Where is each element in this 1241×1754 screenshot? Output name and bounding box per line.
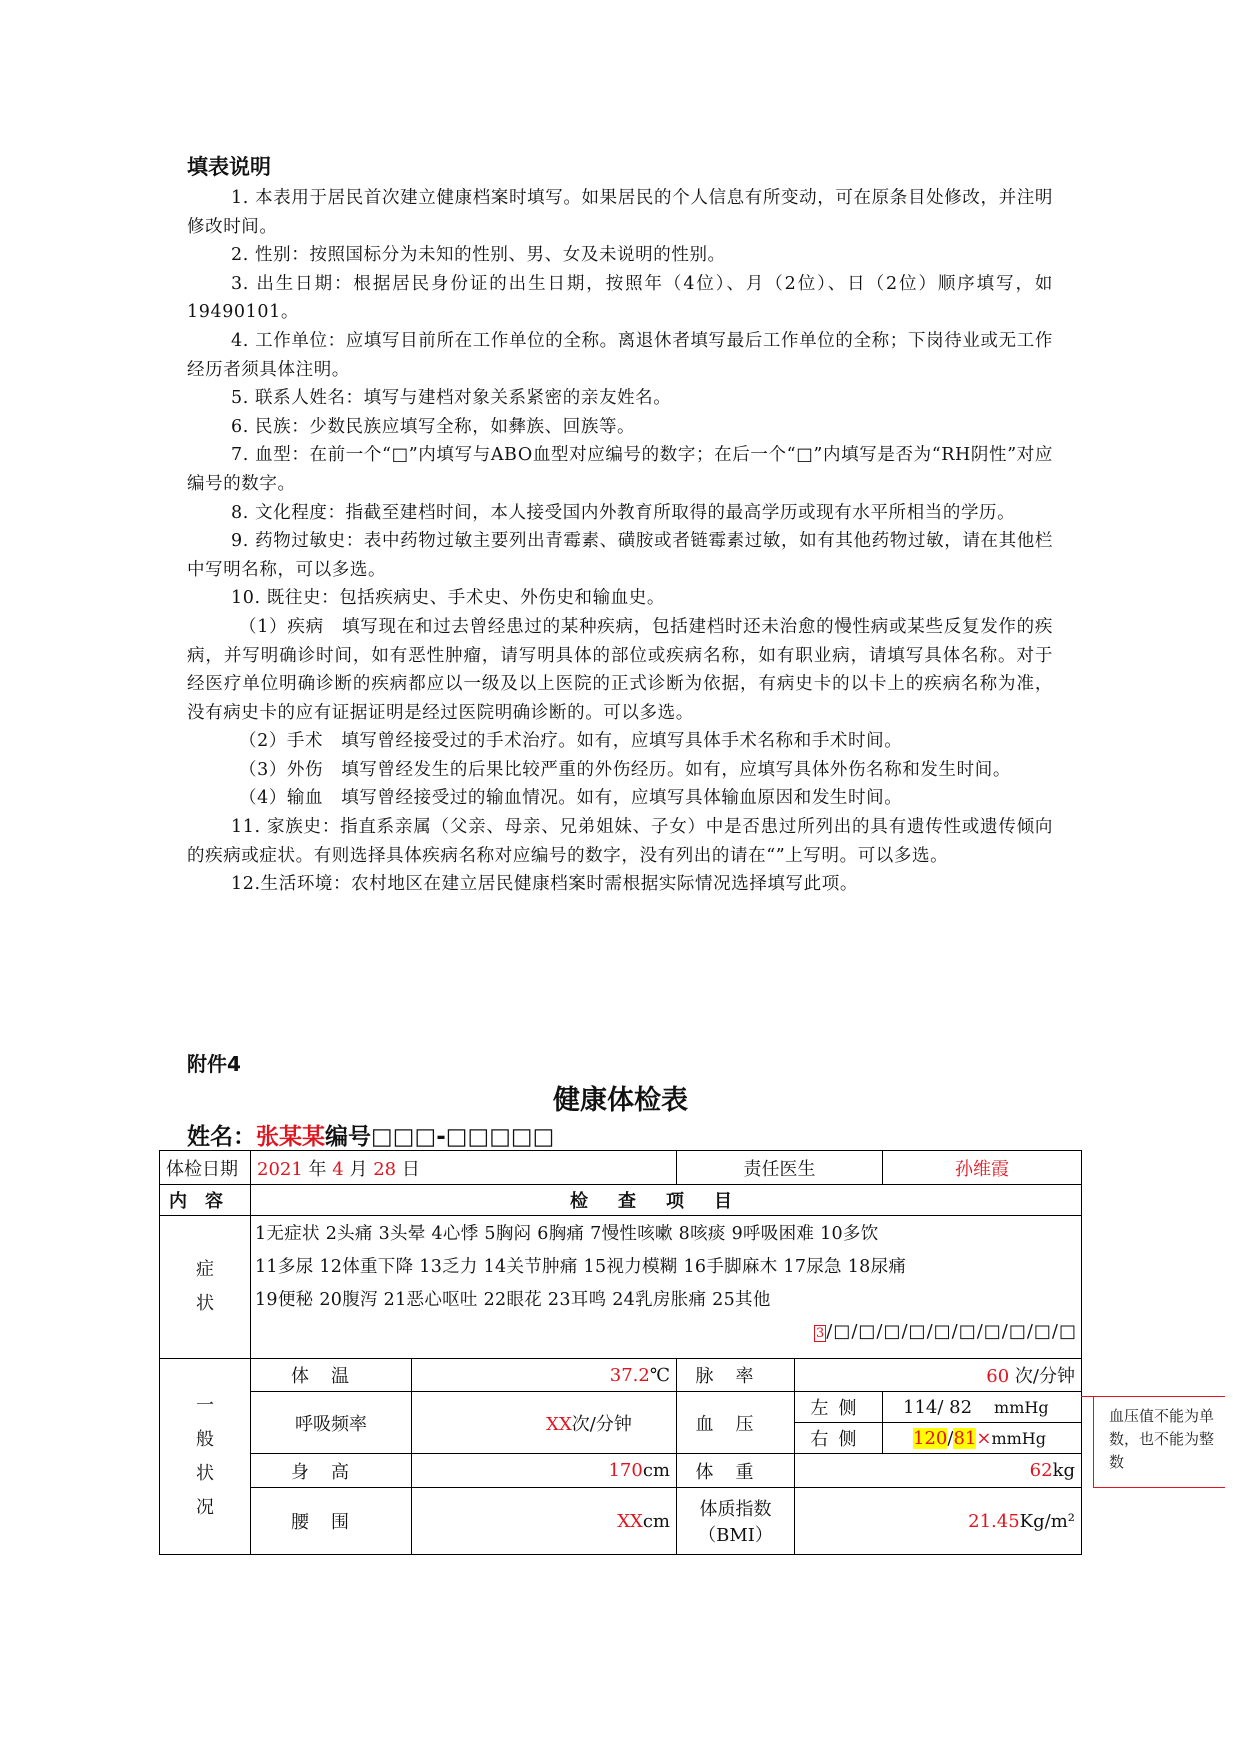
- symptoms-cell: [251, 1216, 1082, 1359]
- exam-month: 4: [332, 1158, 344, 1180]
- instruction-item: 7. 血型：在前一个“□”内填写与ABO血型对应编号的数字；在后一个“□”内填写是否为“RH阴性”对应编号的数字。: [187, 445, 1053, 494]
- table-row: [160, 1151, 1082, 1185]
- review-comment[interactable]: 血压值不能为单数，也不能为整数: [1093, 1396, 1225, 1488]
- resp-unit: 次/分钟: [571, 1413, 632, 1435]
- month-label: 月: [349, 1158, 368, 1180]
- pulse-label: 脉率: [677, 1359, 795, 1392]
- instruction-item: 6. 民族：少数民族应填写全称，如彝族、回族等。: [231, 416, 636, 437]
- instruction-item: 3. 出生日期：根据居民身份证的出生日期，按照年（4位）、月（2位）、日（2位）顺序填写，如19490101。: [187, 273, 1053, 323]
- instruction-subitem: （2）手术 填写曾经接受过的手术治疗。如有，应填写具体手术名称和手术时间。: [239, 731, 903, 752]
- annex-label: 附件4: [187, 1052, 241, 1076]
- weight-value-cell: [795, 1454, 1082, 1488]
- resp-value: XX: [546, 1413, 572, 1435]
- day-label: 日: [401, 1158, 420, 1180]
- instruction-subitem: （4）输血 填写曾经接受过的输血情况。如有，应填写具体输血原因和发生时间。: [239, 788, 903, 809]
- bp-separator: /: [947, 1427, 954, 1449]
- instruction-item: 1. 本表用于居民首次建立健康档案时填写。如果居民的个人信息有所变动，可在原条目处修改，并注明修改时间。: [187, 188, 1053, 237]
- instruction-item: 9. 药物过敏史：表中药物过敏主要列出青霉素、磺胺或者链霉素过敏，如有其他药物过敏，请在其他栏中写明名称，可以多选。: [187, 531, 1053, 580]
- content-header: 内容: [160, 1185, 251, 1216]
- doctor-label: 责任医生: [677, 1151, 883, 1185]
- error-mark-icon: ×: [976, 1427, 992, 1449]
- bp-left-label: 左侧: [795, 1392, 883, 1423]
- bmi-value-cell: [795, 1488, 1082, 1555]
- temp-label: 体温: [251, 1359, 412, 1392]
- bp-left-value: 114/ 82: [903, 1396, 973, 1418]
- name-label: 姓名：: [187, 1124, 256, 1150]
- symptom-options-line: 11多尿 12体重下降 13乏力 14关节肿痛 15视力模糊 16手脚麻木 17尿急 18尿痛: [255, 1257, 907, 1277]
- comment-connector: [1081, 1396, 1093, 1397]
- height-value-cell: [412, 1454, 677, 1488]
- table-row: [160, 1392, 1082, 1423]
- waist-value: XX: [617, 1510, 643, 1532]
- pulse-unit: 次/分钟: [1014, 1366, 1075, 1387]
- temp-value: 37.2: [609, 1364, 650, 1386]
- bmi-sub-label: （BMI）: [698, 1525, 773, 1546]
- waist-label: 腰围: [251, 1488, 412, 1555]
- symptom-options-line: 19便秘 20腹泻 21恶心呕吐 22眼花 23耳鸣 24乳房胀痛 25其他: [255, 1290, 771, 1310]
- bmi-label-cell: [677, 1488, 795, 1555]
- name-line: [187, 1118, 554, 1151]
- doctor-value: 孙维霞: [883, 1151, 1082, 1185]
- form-title: 健康体检表: [553, 1085, 688, 1116]
- height-unit: cm: [642, 1460, 670, 1481]
- bp-right-diastolic: 81: [953, 1427, 977, 1449]
- height-label: 身高: [251, 1454, 412, 1488]
- bp-label: 血压: [677, 1392, 795, 1454]
- general-status-label: 一 般 状 况: [160, 1359, 251, 1555]
- instruction-item: 5. 联系人姓名：填写与建档对象关系紧密的亲友姓名。: [231, 388, 672, 409]
- symptom-checkboxes: 3 /□/□/□/□/□/□/□/□/□/□: [816, 1321, 1077, 1342]
- weight-value: 62: [1029, 1460, 1053, 1481]
- weight-unit: kg: [1052, 1460, 1075, 1481]
- instruction-item: 2. 性别：按照国标分为未知的性别、男、女及未说明的性别。: [231, 245, 726, 266]
- bp-right-label: 右侧: [795, 1423, 883, 1454]
- symptoms-label: 症 状: [160, 1216, 251, 1359]
- instructions-title: 填表说明: [187, 155, 271, 179]
- exam-year: 2021: [257, 1158, 303, 1180]
- symptom-options-line: 1无症状 2头痛 3头晕 4心悸 5胸闷 6胸痛 7慢性咳嗽 8咳痰 9呼吸困难 10多饮: [255, 1224, 879, 1244]
- table-row: [160, 1359, 1082, 1392]
- id-label: 编号□□□-□□□□□: [325, 1124, 555, 1150]
- table-row: [160, 1185, 1082, 1216]
- resp-label: 呼吸频率: [251, 1392, 412, 1454]
- bp-right-systolic: 120: [913, 1427, 948, 1449]
- year-label: 年: [308, 1158, 327, 1180]
- waist-unit: cm: [642, 1510, 670, 1532]
- bmi-unit: Kg/m²: [1019, 1510, 1075, 1532]
- table-row: [160, 1454, 1082, 1488]
- table-row: [160, 1216, 1082, 1359]
- items-header: 检查项目: [251, 1185, 1082, 1216]
- exam-day: 28: [373, 1158, 397, 1180]
- bp-right-value-cell: [883, 1423, 1082, 1454]
- weight-label: 体重: [677, 1454, 795, 1488]
- instruction-item: 10. 既往史：包括疾病史、手术史、外伤史和输血史。: [231, 588, 665, 609]
- exam-date-value: [251, 1151, 677, 1185]
- instruction-item: 11. 家族史：指直系亲属（父亲、母亲、兄弟姐妹、子女）中是否患过所列出的具有遗传性或遗传倾向的疾病或症状。有则选择具体疾病名称对应编号的数字，没有列出的请在“”上写明。可以多选。: [187, 817, 1053, 866]
- bmi-value: 21.45: [968, 1510, 1020, 1532]
- pulse-value: 60: [986, 1366, 1010, 1387]
- name-value: 张某某: [256, 1124, 325, 1150]
- bmi-label: 体质指数: [699, 1499, 772, 1520]
- instruction-subitem: （3）外伤 填写曾经发生的后果比较严重的外伤经历。如有，应填写具体外伤名称和发生时间。: [239, 759, 1011, 780]
- temp-value-cell: [412, 1359, 677, 1392]
- pulse-value-cell: [795, 1359, 1082, 1392]
- instruction-item: 12.生活环境：农村地区在建立居民健康档案时需根据实际情况选择填写此项。: [231, 874, 858, 895]
- waist-value-cell: [412, 1488, 677, 1555]
- temp-unit: ℃: [649, 1364, 670, 1386]
- bp-unit: mmHg: [991, 1428, 1046, 1448]
- resp-value-cell: [412, 1392, 677, 1454]
- height-value: 170: [608, 1460, 643, 1481]
- instruction-subitem: （1）疾病 填写现在和过去曾经患过的某种疾病，包括建档时还未治愈的慢性病或某些反复发作的疾病，并写明确诊时间，如有恶性肿瘤，请写明具体的部位或疾病名称，如有职业病，请填写具体名称。对于经医疗单位明确诊断的疾病都应以一级及以上医院的正式诊断为依据，有病史卡的以卡上的疾病名称为准，没有病史卡的应有证据证明是经过医院明确诊断的。可以多选。: [187, 616, 1053, 723]
- instruction-item: 4. 工作单位：应填写目前所在工作单位的全称。离退休者填写最后工作单位的全称；下岗待业或无工作经历者须具体注明。: [187, 330, 1053, 380]
- table-row: [160, 1488, 1082, 1555]
- selected-symptom-box[interactable]: 3: [816, 1326, 825, 1341]
- instruction-item: 8. 文化程度：指截至建档时间，本人接受国内外教育所取得的最高学历或现有水平所相当的学历。: [231, 502, 1016, 523]
- instructions-section: [187, 150, 1053, 899]
- health-exam-table: [159, 1150, 1082, 1555]
- exam-date-label: 体检日期: [160, 1151, 251, 1185]
- bp-unit: mmHg: [994, 1397, 1049, 1417]
- bp-left-value-cell: [883, 1392, 1082, 1423]
